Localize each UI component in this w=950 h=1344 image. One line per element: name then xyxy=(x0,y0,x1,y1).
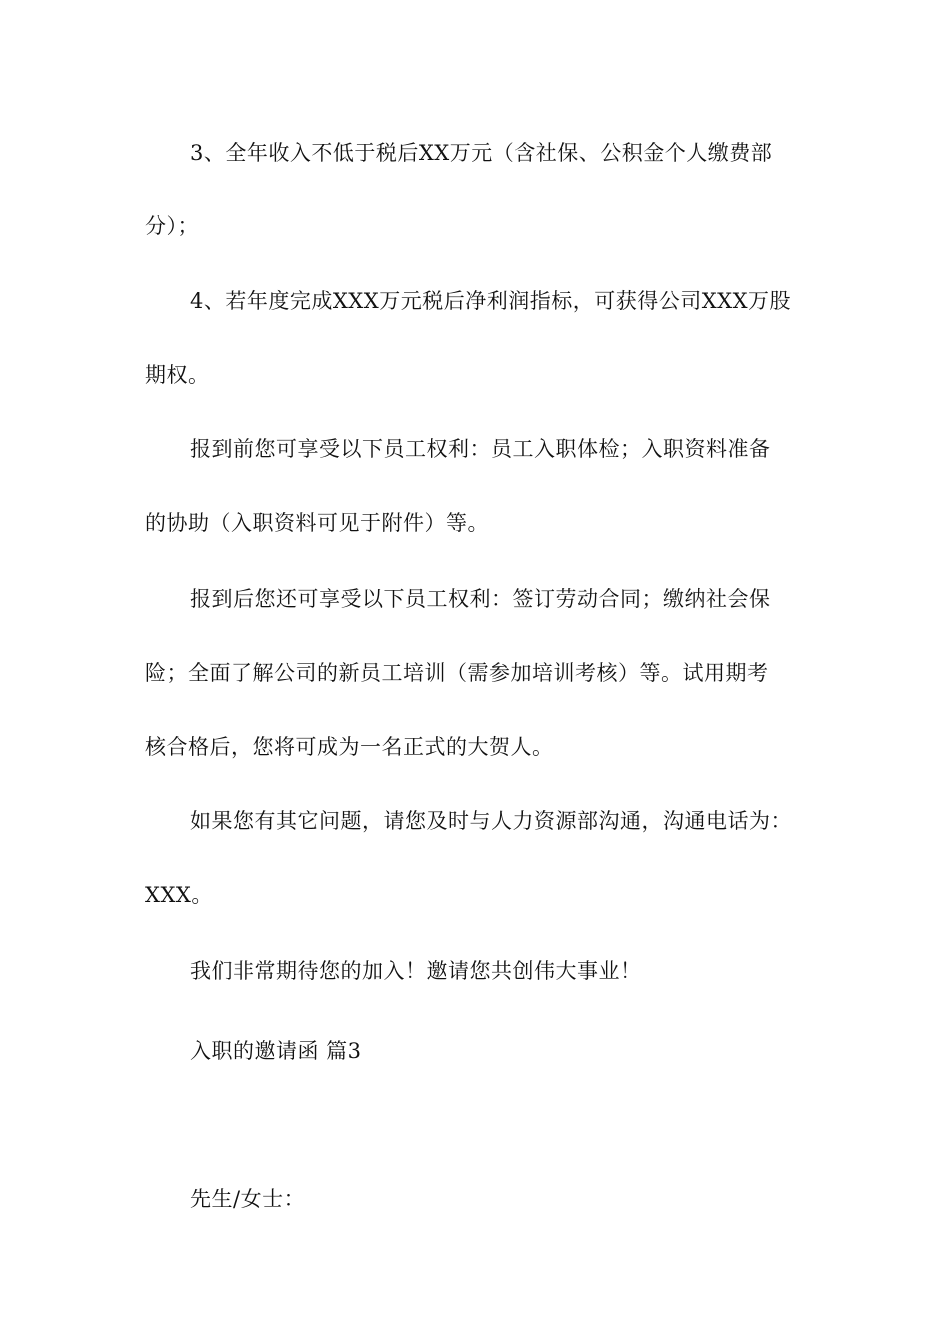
paragraph-line-8: 险；全面了解公司的新员工培训（需参加培训考核）等。试用期考 xyxy=(145,661,769,685)
section-heading: 入职的邀请函 篇3 xyxy=(190,1039,362,1063)
paragraph-line-12: 我们非常期待您的加入！邀请您共创伟大事业！ xyxy=(190,959,642,983)
salutation: 先生/女士： xyxy=(190,1187,306,1211)
paragraph-line-7: 报到后您还可享受以下员工权利：签订劳动合同；缴纳社会保 xyxy=(190,587,771,611)
paragraph-line-2: 分）； xyxy=(145,214,199,238)
paragraph-line-10: 如果您有其它问题，请您及时与人力资源部沟通，沟通电话为： xyxy=(190,809,792,833)
paragraph-line-9: 核合格后，您将可成为一名正式的大贺人。 xyxy=(145,735,554,759)
paragraph-line-11: XXX。 xyxy=(145,883,213,907)
paragraph-line-5: 报到前您可享受以下员工权利：员工入职体检；入职资料准备 xyxy=(190,437,771,461)
paragraph-line-1: 3、全年收入不低于税后XX万元（含社保、公积金个人缴费部 xyxy=(190,141,773,165)
paragraph-line-6: 的协助（入职资料可见于附件）等。 xyxy=(145,511,489,535)
paragraph-line-4: 期权。 xyxy=(145,363,210,387)
paragraph-line-3: 4、若年度完成XXX万元税后净利润指标，可获得公司XXX万股 xyxy=(190,289,792,313)
